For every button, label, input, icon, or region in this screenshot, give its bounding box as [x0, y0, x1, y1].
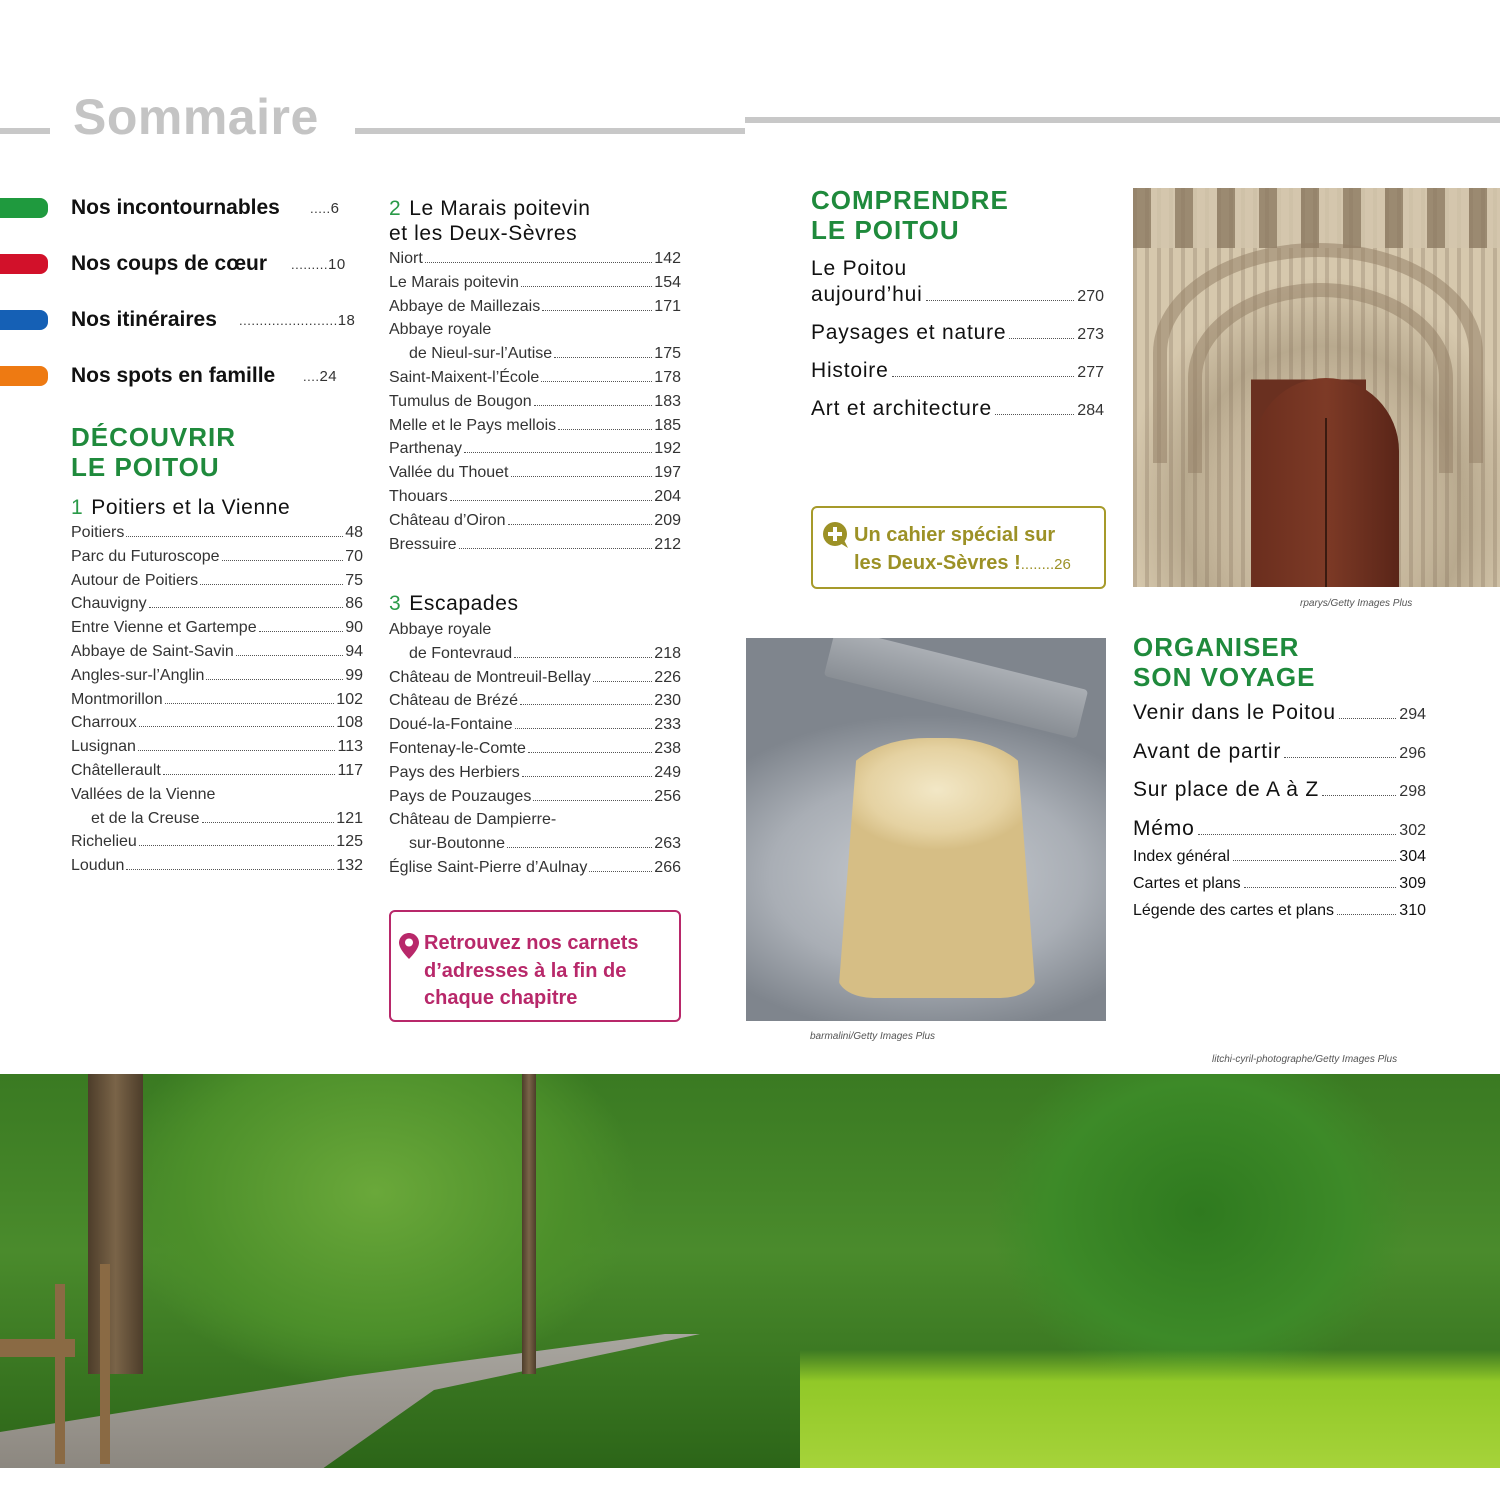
title-rule-mid: [355, 128, 745, 134]
photo-credit-cheese: barmalini/Getty Images Plus: [810, 1031, 936, 1042]
toc-entry[interactable]: Cartes et plans 309: [1133, 874, 1426, 892]
highlight-leader: .........10: [291, 255, 346, 273]
plus-speech-icon: [822, 521, 850, 549]
toc-entry[interactable]: Abbaye de Saint-Savin 94: [71, 642, 363, 660]
toc-entry-line2[interactable]: sur-Boutonne 263: [409, 835, 681, 853]
toc-entry[interactable]: Pays des Herbiers 249: [389, 763, 681, 781]
cahier-special-callout[interactable]: [811, 506, 1106, 589]
toc-entry[interactable]: Histoire 277: [811, 359, 1104, 382]
organiser-toc: [1133, 701, 1426, 929]
highlight-leader: ........................18: [239, 311, 356, 329]
cheese-photo: [746, 638, 1106, 1021]
cahier-callout-text: Un cahier spécial sur les Deux-Sèvres !........26: [854, 524, 1071, 574]
toc-entry-line1[interactable]: Vallées de la Vienne: [71, 785, 216, 803]
toc-entry[interactable]: Richelieu 125: [71, 833, 363, 851]
toc-entry[interactable]: Château de Brézé 230: [389, 692, 681, 710]
orange-tab-marker: [0, 366, 48, 386]
toc-entry[interactable]: Paysages et nature 273: [811, 321, 1104, 344]
marais-forest-photo: [0, 1074, 1500, 1468]
toc-entry[interactable]: Autour de Poitiers 75: [71, 571, 363, 589]
chapter-3-toc: [389, 618, 681, 880]
toc-entry[interactable]: Légende des cartes et plans 310: [1133, 901, 1426, 919]
toc-entry-line2[interactable]: aujourd’hui 270: [811, 283, 1104, 306]
toc-entry[interactable]: Tumulus de Bougon 183: [389, 392, 681, 410]
toc-entry[interactable]: Château d’Oiron 209: [389, 511, 681, 529]
highlight-spots-en-famille[interactable]: [0, 361, 370, 391]
red-tab-marker: [0, 254, 48, 274]
section-heading-decouvrir: DÉCOUVRIR LE POITOU: [71, 422, 237, 482]
photo-credit-church: rparys/Getty Images Plus: [1300, 598, 1413, 609]
wooden-door: [1253, 378, 1399, 587]
toc-entry[interactable]: Venir dans le Poitou 294: [1133, 701, 1426, 724]
highlight-leader: ....24: [303, 367, 338, 385]
toc-entry-line1[interactable]: Abbaye royale: [389, 621, 492, 638]
knife: [824, 638, 1088, 739]
toc-entry[interactable]: Loudun 132: [71, 857, 363, 875]
toc-entry[interactable]: Avant de partir 296: [1133, 739, 1426, 763]
wooden-fence-rail: [0, 1339, 75, 1357]
toc-entry-line1[interactable]: Le Poitou: [811, 257, 907, 280]
toc-entry[interactable]: Fontenay-le-Comte 238: [389, 739, 681, 757]
toc-entry[interactable]: Château de Montreuil-Bellay 226: [389, 668, 681, 686]
blue-tab-marker: [0, 310, 48, 330]
toc-entry-line1[interactable]: Abbaye royale: [389, 321, 492, 339]
comprendre-toc: [811, 257, 1104, 435]
toc-entry[interactable]: Niort 142: [389, 250, 681, 267]
highlight-label: Nos spots en famille: [71, 364, 276, 387]
highlight-leader: .....6: [310, 199, 340, 217]
toc-entry[interactable]: Lusignan 113: [71, 738, 363, 756]
tree-trunk: [522, 1074, 536, 1374]
photo-credit-forest: litchi-cyril-photographe/Getty Images Plus: [1212, 1054, 1398, 1065]
toc-entry[interactable]: Poitiers 48: [71, 524, 363, 541]
toc-entry[interactable]: Châtellerault 117: [71, 761, 363, 779]
chapter-3-heading: 3 Escapades: [389, 592, 519, 615]
toc-entry[interactable]: Index général 304: [1133, 847, 1426, 865]
highlight-label: Nos incontournables: [71, 196, 280, 219]
highlight-label: Nos itinéraires: [71, 308, 217, 331]
toc-entry[interactable]: Art et architecture 284: [811, 397, 1104, 420]
toc-entry[interactable]: Saint-Maixent-l’École 178: [389, 368, 681, 386]
carnets-callout-text: Retrouvez nos carnets d’adresses à la fin de chaque chapitre: [424, 932, 639, 1009]
carved-frieze: [1133, 188, 1500, 248]
carnets-callout: [389, 910, 681, 1022]
toc-entry[interactable]: Charroux 108: [71, 714, 363, 732]
highlight-itineraires[interactable]: [0, 305, 370, 335]
section-heading-comprendre: COMPRENDRE LE POITOU: [811, 185, 1009, 245]
toc-entry[interactable]: Bressuire 212: [389, 535, 681, 553]
toc-entry[interactable]: Pays de Pouzauges 256: [389, 787, 681, 805]
section-heading-organiser: ORGANISER SON VOYAGE: [1133, 632, 1316, 692]
toc-entry[interactable]: Doué-la-Fontaine 233: [389, 716, 681, 734]
page-title: Sommaire: [73, 89, 319, 145]
toc-entry[interactable]: Chauvigny 86: [71, 595, 363, 613]
church-portal-photo: [1133, 188, 1500, 587]
toc-entry[interactable]: Melle et le Pays mellois 185: [389, 416, 681, 434]
chapter-2-toc: [389, 247, 681, 556]
title-rule-right: [745, 117, 1500, 123]
toc-entry[interactable]: Thouars 204: [389, 487, 681, 505]
map-pin-icon: [399, 933, 419, 959]
goat-cheese: [838, 738, 1036, 998]
toc-entry[interactable]: Le Marais poitevin 154: [389, 273, 681, 291]
tree-trunk: [88, 1074, 143, 1374]
toc-entry[interactable]: Abbaye de Maillezais 171: [389, 297, 681, 315]
highlight-coups-de-coeur[interactable]: [0, 249, 370, 279]
chapter-number: 3: [389, 592, 402, 615]
green-tab-marker: [0, 198, 48, 218]
toc-entry[interactable]: Parthenay 192: [389, 440, 681, 458]
highlight-incontournables[interactable]: [0, 193, 370, 223]
chapter-number: 1: [71, 496, 84, 519]
toc-entry[interactable]: Parc du Futuroscope 70: [71, 547, 363, 565]
chapter-number: 2: [389, 197, 402, 220]
toc-entry-line2[interactable]: de Nieul-sur-l’Autise 175: [409, 345, 681, 363]
toc-entry[interactable]: Montmorillon 102: [71, 690, 363, 708]
toc-entry[interactable]: Sur place de A à Z 298: [1133, 778, 1426, 801]
toc-entry[interactable]: Mémo 302: [1133, 816, 1426, 840]
wooden-fence-post: [55, 1284, 65, 1464]
toc-entry[interactable]: Vallée du Thouet 197: [389, 464, 681, 482]
toc-entry[interactable]: Entre Vienne et Gartempe 90: [71, 619, 363, 637]
chapter-1-toc: [71, 521, 363, 878]
toc-entry-line2[interactable]: et de la Creuse 121: [91, 809, 363, 827]
chapter-1-heading: 1 Poitiers et la Vienne: [71, 496, 291, 519]
wooden-fence-post: [100, 1264, 110, 1464]
toc-entry[interactable]: Angles-sur-l’Anglin 99: [71, 666, 363, 684]
toc-entry-line1[interactable]: Château de Dampierre-: [389, 811, 557, 829]
toc-entry-line2[interactable]: de Fontevraud 218: [409, 644, 681, 662]
title-rule-left: [0, 128, 50, 134]
highlight-label: Nos coups de cœur: [71, 252, 268, 275]
toc-entry[interactable]: Église Saint-Pierre d’Aulnay 266: [389, 858, 681, 876]
chapter-2-heading: 2 Le Marais poitevin et les Deux-Sèvres: [389, 197, 591, 245]
